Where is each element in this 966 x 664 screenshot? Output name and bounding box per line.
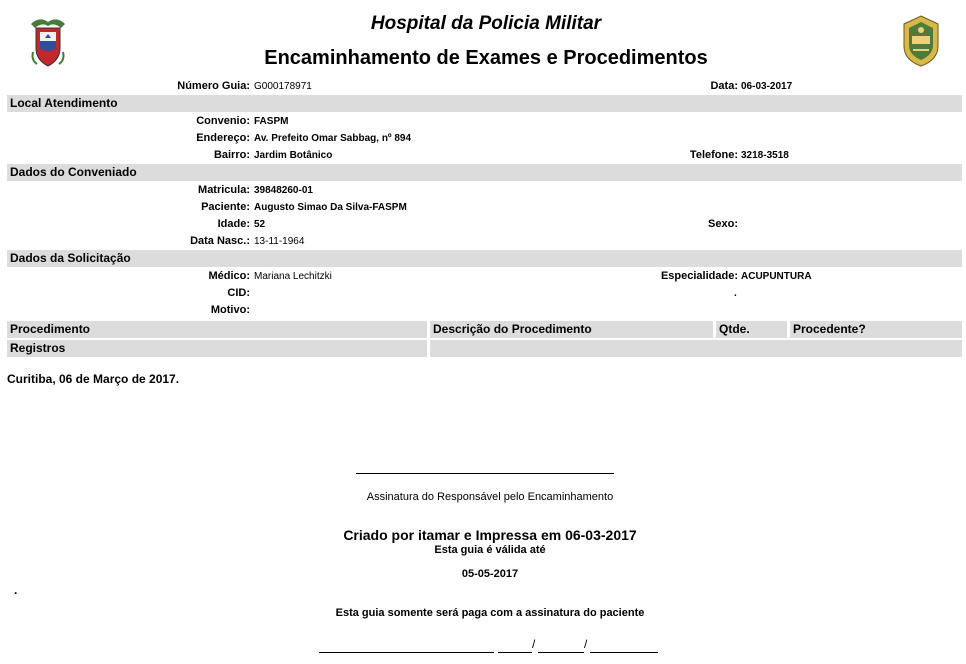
data-value: 06-03-2017	[741, 81, 793, 92]
pmpr-emblem-logo	[900, 14, 942, 68]
table-header-procedente: Procedente?	[790, 321, 962, 338]
telefone-label: Telefone:	[689, 149, 738, 161]
payment-notice: Esta guia somente será paga com a assinatura do paciente	[335, 607, 645, 619]
cid-dot: .	[734, 288, 737, 299]
convenio-value: FASPM	[254, 116, 289, 127]
table-row-registros-empty	[430, 340, 962, 357]
endereco-value: Av. Prefeito Omar Sabbag, nº 894	[254, 133, 412, 144]
date-month-line	[538, 652, 584, 653]
city-date: Curitiba, 06 de Março de 2017.	[7, 372, 180, 386]
section-dados-conveniado: Dados do Conveniado	[7, 164, 962, 181]
medico-label: Médico:	[208, 270, 250, 282]
patient-signature-line	[319, 652, 494, 653]
paciente-value: Augusto Simao Da Silva-FASPM	[254, 202, 407, 213]
valid-until-text: Esta guia é válida até	[434, 544, 546, 556]
numero-guia-label: Número Guia:	[177, 80, 250, 92]
section-dados-solicitacao: Dados da Solicitação	[7, 250, 962, 267]
sexo-label: Sexo:	[708, 218, 738, 230]
date-year-line	[590, 652, 658, 653]
created-by: Criado por itamar e Impressa em 06-03-2017	[343, 527, 637, 543]
telefone-value: 3218-3518	[741, 150, 789, 161]
signature-caption: Assinatura do Responsável pelo Encaminhamento	[366, 491, 614, 503]
table-header-qtde: Qtde.	[716, 321, 787, 338]
table-header-descricao: Descrição do Procedimento	[430, 321, 713, 338]
date-slash-2: /	[584, 637, 588, 651]
data-nasc-value: 13-11-1964	[254, 236, 305, 247]
cid-label: CID:	[227, 287, 250, 299]
convenio-label: Convenio:	[196, 115, 250, 127]
medico-value: Mariana Lechitzki	[254, 271, 332, 282]
numero-guia-value: G000178971	[254, 81, 312, 92]
data-nasc-label: Data Nasc.:	[190, 235, 250, 247]
signature-line	[356, 473, 614, 474]
table-header-procedimento: Procedimento	[7, 321, 427, 338]
endereco-label: Endereço:	[196, 132, 250, 144]
idade-value: 52	[254, 219, 266, 230]
motivo-label: Motivo:	[210, 304, 250, 316]
matricula-value: 39848260-01	[254, 185, 313, 196]
data-label: Data:	[710, 80, 738, 92]
date-day-line	[498, 652, 532, 653]
bairro-value: Jardim Botânico	[254, 150, 333, 161]
especialidade-label: Especialidade:	[660, 270, 738, 282]
hospital-title: Hospital da Policia Militar	[370, 13, 602, 34]
document-title: Encaminhamento de Exames e Procedimentos	[264, 47, 708, 69]
valid-until-date: 05-05-2017	[461, 568, 519, 580]
table-row-registros: Registros	[7, 340, 427, 357]
bairro-label: Bairro:	[213, 149, 250, 161]
matricula-label: Matricula:	[198, 184, 250, 196]
idade-label: Idade:	[217, 218, 250, 230]
especialidade-value: ACUPUNTURA	[741, 271, 812, 282]
stray-dot: .	[14, 583, 18, 597]
paciente-label: Paciente:	[201, 201, 250, 213]
section-local-atendimento: Local Atendimento	[7, 95, 962, 112]
date-slash-1: /	[532, 637, 536, 651]
